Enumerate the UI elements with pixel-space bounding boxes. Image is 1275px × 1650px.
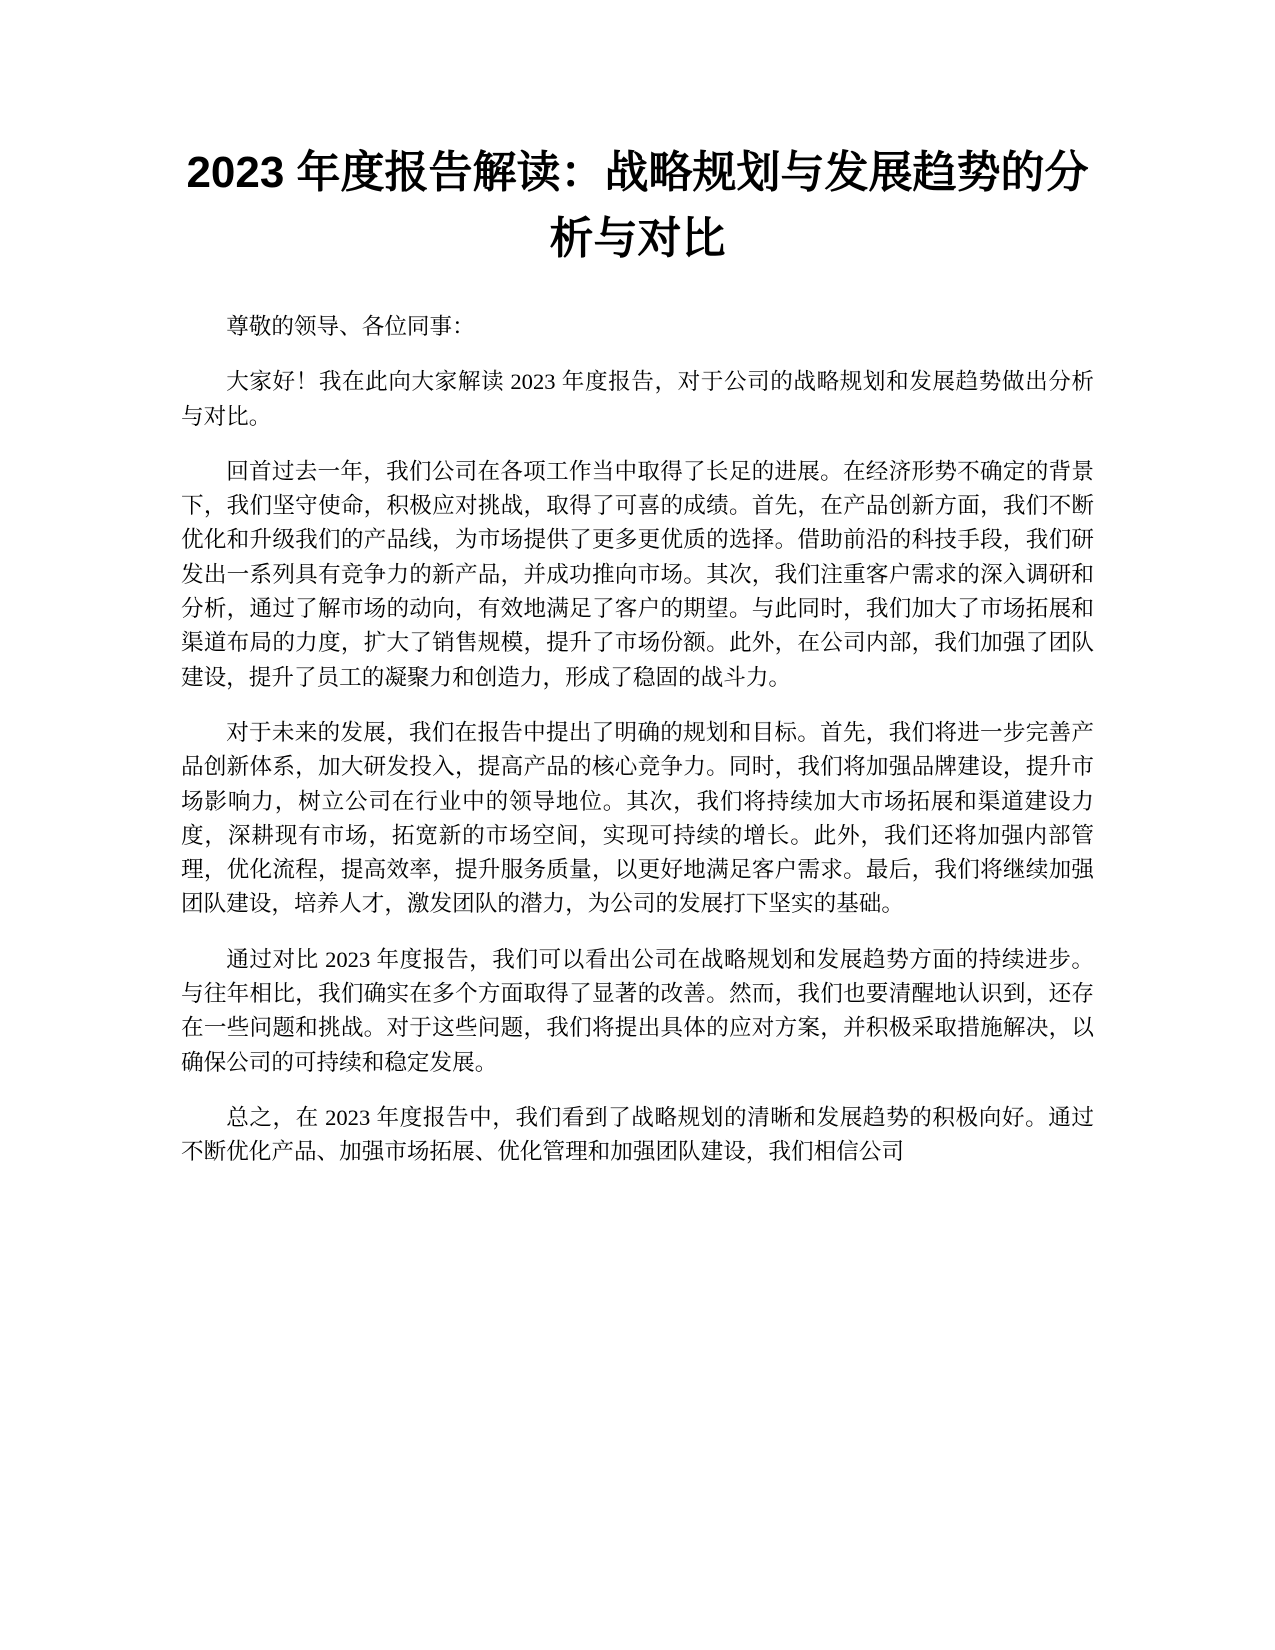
salutation-paragraph: 尊敬的领导、各位同事： (226, 314, 475, 339)
conclusion-paragraph: 总之，在 2023 年度报告中，我们看到了战略规划的清晰和发展趋势的积极向好。通过不断优化产品、加强市场拓展、优化管理和加强团队建设，我们相信公司 (181, 1104, 1094, 1165)
intro-paragraph: 大家好！我在此向大家解读 2023 年度报告，对于公司的战略规划和发展趋势做出分析与对比。 (181, 369, 1094, 429)
document-title: 2023 年度报告解读：战略规划与发展趋势的分析与对比 (186, 148, 1089, 263)
future-plan-paragraph: 对于未来的发展，我们在报告中提出了明确的规划和目标。首先，我们将进一步完善产品创新体系，加大研发投入，提高产品的核心竞争力。同时，我们将加强品牌建设，提升市场影响力，树立公司在行业中的领导地位。其次，我们将持续加大市场拓展和渠道建设力度，深耕现有市场，拓宽新的市场空间，实现可持续的增长。此外，我们还将加强内部管理，优化流程，提高效率，提升服务质量，以更好地满足客户需求。最后，我们将继续加强团队建设，培养人才，激发团队的潜力，为公司的发展打下坚实的基础。 (181, 719, 1094, 917)
comparison-paragraph: 通过对比 2023 年度报告，我们可以看出公司在战略规划和发展趋势方面的持续进步。与往年相比，我们确实在多个方面取得了显著的改善。然而，我们也要清醒地认识到，还存在一些问题和挑战。对于这些问题，我们将提出具体的应对方案，并积极采取措施解决，以确保公司的可持续和稳定发展。 (181, 946, 1094, 1075)
review-paragraph: 回首过去一年，我们公司在各项工作当中取得了长足的进展。在经济形势不确定的背景下，我们坚守使命，积极应对挑战，取得了可喜的成绩。首先，在产品创新方面，我们不断优化和升级我们的产品线，为市场提供了更多更优质的选择。借助前沿的科技手段，我们研发出一系列具有竞争力的新产品，并成功推向市场。其次，我们注重客户需求的深入调研和分析，通过了解市场的动向，有效地满足了客户的期望。与此同时，我们加大了市场拓展和渠道布局的力度，扩大了销售规模，提升了市场份额。此外，在公司内部，我们加强了团队建设，提升了员工的凝聚力和创造力，形成了稳固的战斗力。 (181, 458, 1094, 690)
document-body (181, 310, 1094, 1191)
